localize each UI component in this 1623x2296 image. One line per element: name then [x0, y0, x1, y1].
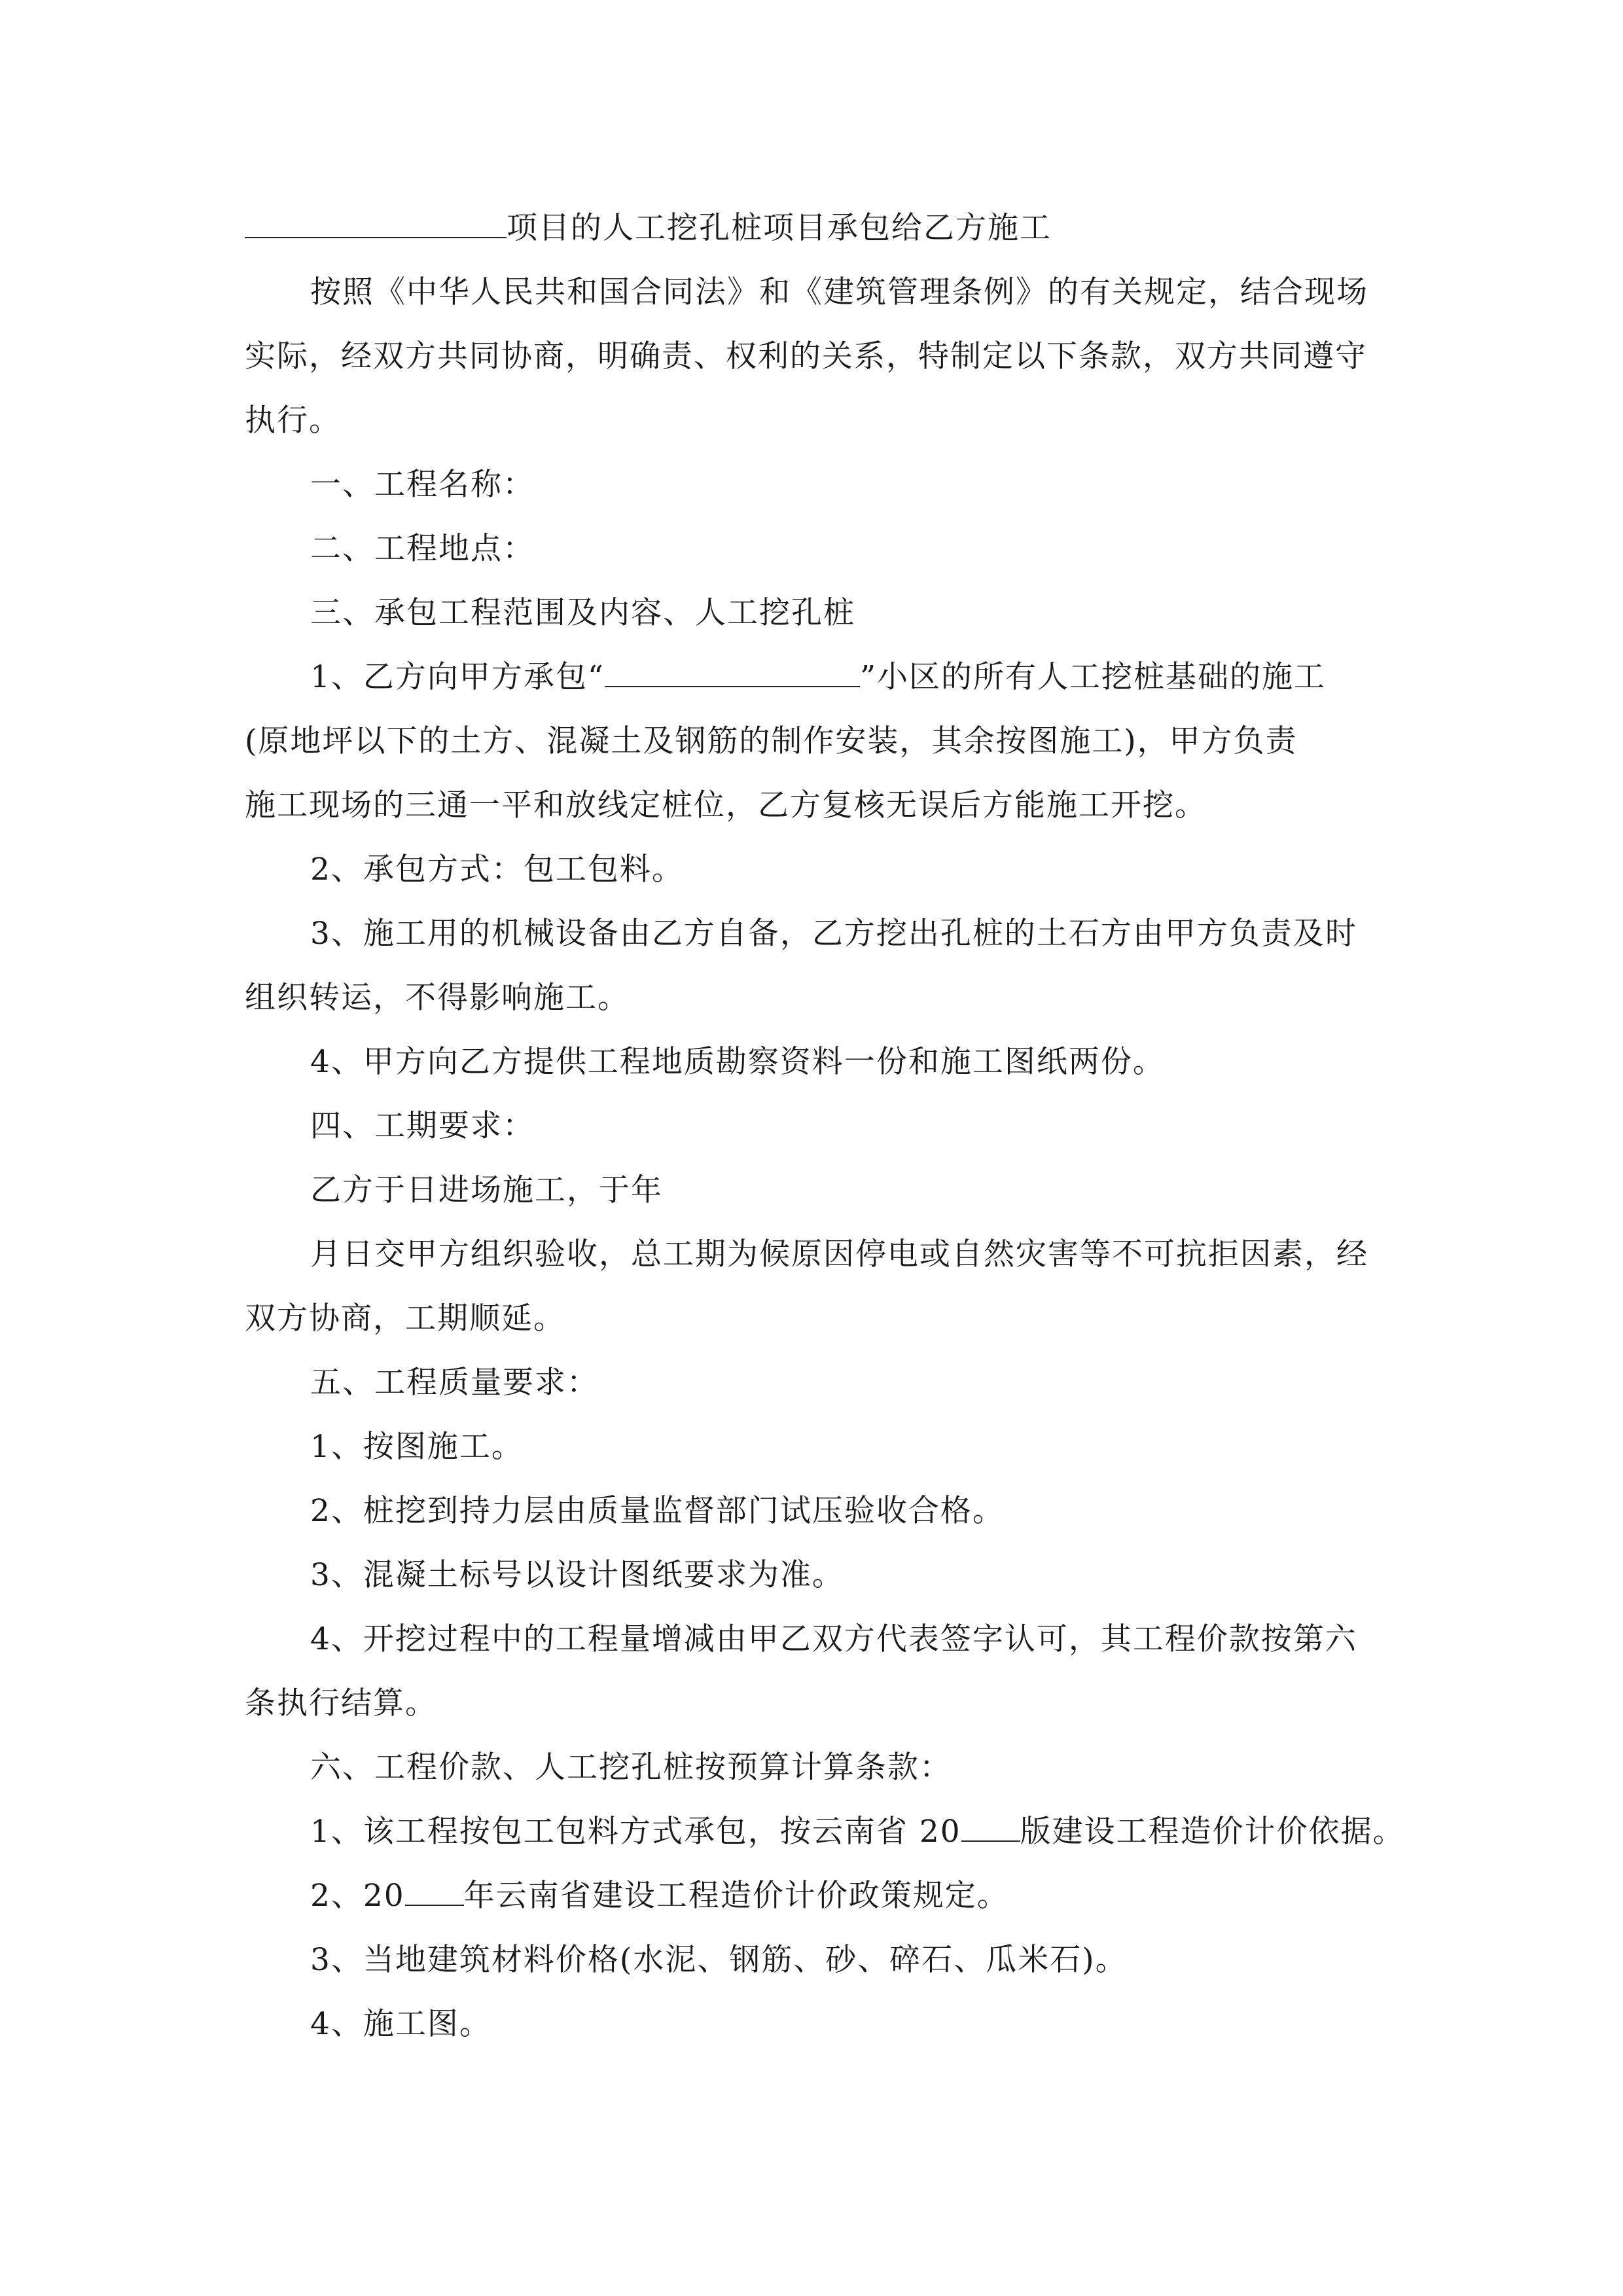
clause-3-2: 2、承包方式：包工包料。 [310, 852, 684, 888]
quality-clause-3: 3、混凝土标号以设计图纸要求为准。 [310, 1557, 844, 1593]
schedule-line-2: 月日交甲方组织验收，总工期为候原因停电或自然灾害等不可抗拒因素，经 [310, 1236, 1368, 1272]
clause-3-1-suffix: ”小区的所有人工挖桩基础的施工 [859, 659, 1326, 695]
section-heading-3: 三、承包工程范围及内容、人工挖孔桩 [310, 595, 855, 631]
paragraph-intro-line-1: 按照《中华人民共和国合同法》和《建筑管理条例》的有关规定，结合现场 [310, 274, 1368, 310]
year-blank-2 [405, 1878, 464, 1906]
clause-3-1-line-2: (原地坪以下的土方、混凝土及钢筋的制作安装，其余按图施工)，甲方负责 [245, 723, 1298, 759]
paragraph-intro-line-2: 实际，经双方共同协商，明确责、权利的关系，特制定以下条款，双方共同遵守 [245, 338, 1367, 374]
price-clause-1-prefix: 1、该工程按包工包料方式承包，按云南省 20 [310, 1814, 961, 1850]
price-clause-2 [245, 1864, 1381, 1928]
paragraph-intro-line-3: 执行。 [245, 403, 341, 439]
clause-3-1-line-1 [245, 645, 1381, 709]
quality-clause-2: 2、桩挖到持力层由质量监督部门试压验收合格。 [310, 1493, 1005, 1529]
section-heading-5: 五、工程质量要求： [310, 1365, 599, 1401]
clause-3-3-line-2: 组织转运，不得影响施工。 [245, 980, 630, 1016]
section-heading-4: 四、工期要求： [310, 1108, 535, 1144]
price-clause-4: 4、施工图。 [310, 2006, 491, 2042]
price-clause-2-suffix: 年云南省建设工程造价计价政策规定。 [463, 1878, 1009, 1914]
price-clause-1-suffix: 版建设工程造价计价依据。 [1020, 1814, 1405, 1850]
clause-3-3-line-1: 3、施工用的机械设备由乙方自备，乙方挖出孔桩的土石方由甲方负责及时 [310, 916, 1357, 952]
clause-3-1-prefix: 1、乙方向甲方承包“ [310, 659, 605, 695]
quality-clause-4-line-1: 4、开挖过程中的工程量增减由甲乙双方代表签字认可，其工程价款按第六 [310, 1621, 1357, 1657]
community-name-blank [605, 660, 860, 687]
project-name-blank [245, 211, 507, 238]
clause-3-1-line-3: 施工现场的三通一平和放线定桩位，乙方复核无误后方能施工开挖。 [245, 787, 1207, 823]
schedule-line-1: 乙方于日进场施工，于年 [310, 1172, 663, 1208]
schedule-line-3: 双方协商，工期顺延。 [245, 1300, 565, 1336]
price-clause-1 [245, 1800, 1405, 1864]
quality-clause-4-line-2: 条执行结算。 [245, 1685, 437, 1721]
price-clause-3: 3、当地建筑材料价格(水泥、钢筋、砂、碎石、瓜米石)。 [310, 1942, 1128, 1978]
quality-clause-1: 1、按图施工。 [310, 1429, 524, 1465]
title-text: 项目的人工挖孔桩项目承包给乙方施工 [507, 210, 1052, 246]
clause-3-4: 4、甲方向乙方提供工程地质勘察资料一份和施工图纸两份。 [310, 1044, 1165, 1080]
section-heading-1: 一、工程名称： [310, 467, 535, 503]
year-blank-1 [961, 1814, 1020, 1842]
price-clause-2-prefix: 2、20 [310, 1878, 405, 1914]
document-body [245, 196, 1405, 2056]
title-line [245, 196, 1381, 260]
section-heading-6: 六、工程价款、人工挖孔桩按预算计算条款： [310, 1749, 952, 1785]
section-heading-2: 二、工程地点： [310, 531, 535, 567]
